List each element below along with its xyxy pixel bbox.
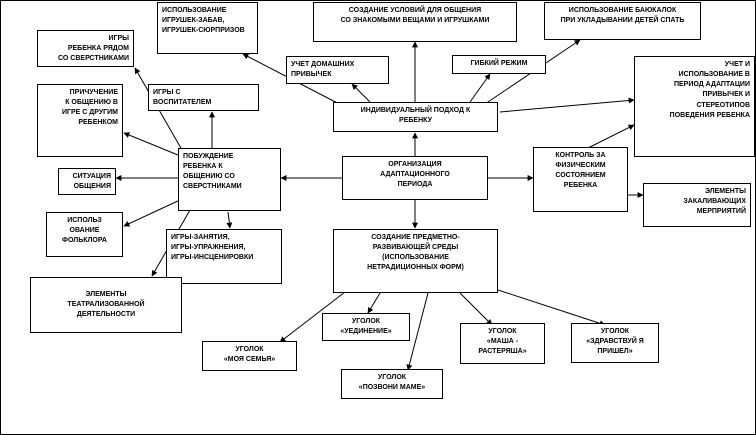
- arrow-env-to-solitude: [368, 293, 380, 313]
- arrow-env-to-hello: [498, 290, 605, 325]
- box-games-teacher: ИГРЫ С ВОСПИТАТЕЛЕМ: [148, 84, 259, 111]
- box-health-control: КОНТРОЛЬ ЗА ФИЗИЧЕСКИМ СОСТОЯНИЕМ РЕБЕНКА: [533, 147, 628, 212]
- box-theatrical: ЭЛЕМЕНТЫ ТЕАТРАЛИЗОВАННОЙ ДЕЯТЕЛЬНОСТИ: [30, 277, 182, 333]
- arrow-env-to-masha: [460, 293, 492, 325]
- box-toys-fun: ИСПОЛЬЗОВАНИЕ ИГРУШЕК-ЗАБАВ, ИГРУШЕК-СЮРПРИЗОВ: [157, 2, 258, 54]
- box-situation: СИТУАЦИЯ ОБЩЕНИЯ: [58, 168, 116, 195]
- box-flexible-mode: ГИБКИЙ РЕЖИМ: [452, 55, 546, 74]
- box-habits-stereotypes: УЧЕТ И ИСПОЛЬЗОВАНИЕ В ПЕРИОД АДАПТАЦИИ ПРИВЫЧЕК И СТЕРЕОТИПОВ ПОВЕДЕНИЯ РЕБЕНКА: [634, 56, 755, 157]
- box-involve-play: ПРИЧУЧЕНИЕ К ОБЩЕНИЮ В ИГРЕ С ДРУГИМ РЕБЕНКОМ: [37, 84, 123, 157]
- box-center: ОРГАНИЗАЦИЯ АДАПТАЦИОННОГО ПЕРИОДА: [342, 156, 488, 200]
- box-known-things: СОЗДАНИЕ УСЛОВИЙ ДЛЯ ОБЩЕНИЯ СО ЗНАКОМЫМИ ВЕЩАМИ И ИГРУШКАМИ: [313, 2, 517, 42]
- arrow-enc-to-games: [228, 212, 230, 228]
- box-corner-call-mom: УГОЛОК «ПОЗВОНИ МАМЕ»: [341, 369, 443, 399]
- box-corner-solitude: УГОЛОК «УЕДИНЕНИЕ»: [322, 313, 410, 341]
- arrow-ind-to-home: [352, 84, 370, 102]
- arrow-enc-to-involve: [124, 133, 178, 155]
- box-encouragement: ПОБУЖДЕНИЕ РЕБЕНКА К ОБЩЕНИЮ СО СВЕРСТНИКАМИ: [178, 148, 281, 211]
- box-game-lessons: ИГРЫ-ЗАНЯТИЯ, ИГРЫ-УПРАЖНЕНИЯ, ИГРЫ-ИНСЦЕНИРОВКИ: [166, 229, 282, 284]
- arrow-ind-to-habits: [500, 100, 634, 112]
- arrow-ind-to-flexible: [470, 74, 490, 102]
- arrow-enc-to-folklore: [124, 200, 180, 226]
- box-individual-approach: ИНДИВИДУАЛЬНЫЙ ПОДХОД К РЕБЕНКУ: [333, 102, 498, 132]
- arrow-env-to-call-mom: [408, 293, 428, 370]
- box-home-habits: УЧЕТ ДОМАШНИХ ПРИВЫЧЕК: [286, 56, 389, 84]
- box-corner-hello: УГОЛОК «ЗДРАВСТВУЙ Я ПРИШЕЛ»: [571, 323, 659, 363]
- arrow-health-to-habits: [588, 125, 634, 148]
- box-folklore: ИСПОЛЬЗ ОВАНИЕ ФОЛЬКЛОРА: [46, 212, 123, 257]
- box-play-near-peers: ИГРЫ РЕБЕНКА РЯДОМ СО СВЕРСТНИКАМИ: [37, 30, 134, 67]
- box-corner-masha: УГОЛОК «МАША - РАСТЕРЯША»: [460, 323, 545, 364]
- box-corner-family: УГОЛОК «МОЯ СЕМЬЯ»: [202, 341, 297, 371]
- box-hardening: ЭЛЕМЕНТЫ ЗАКАЛИВАЮЩИХ МЕРПРИЯТИЙ: [643, 183, 751, 227]
- box-lullabies: ИСПОЛЬЗОВАНИЕ БАЮКАЛОК ПРИ УКЛАДЫВАНИИ ДЕТЕЙ СПАТЬ: [544, 2, 701, 40]
- box-environment: СОЗДАНИЕ ПРЕДМЕТНО- РАЗВИВАЮЩЕЙ СРЕДЫ (ИСПОЛЬЗОВАНИЕ НЕТРАДИЦИОННЫХ ФОРМ): [333, 229, 498, 293]
